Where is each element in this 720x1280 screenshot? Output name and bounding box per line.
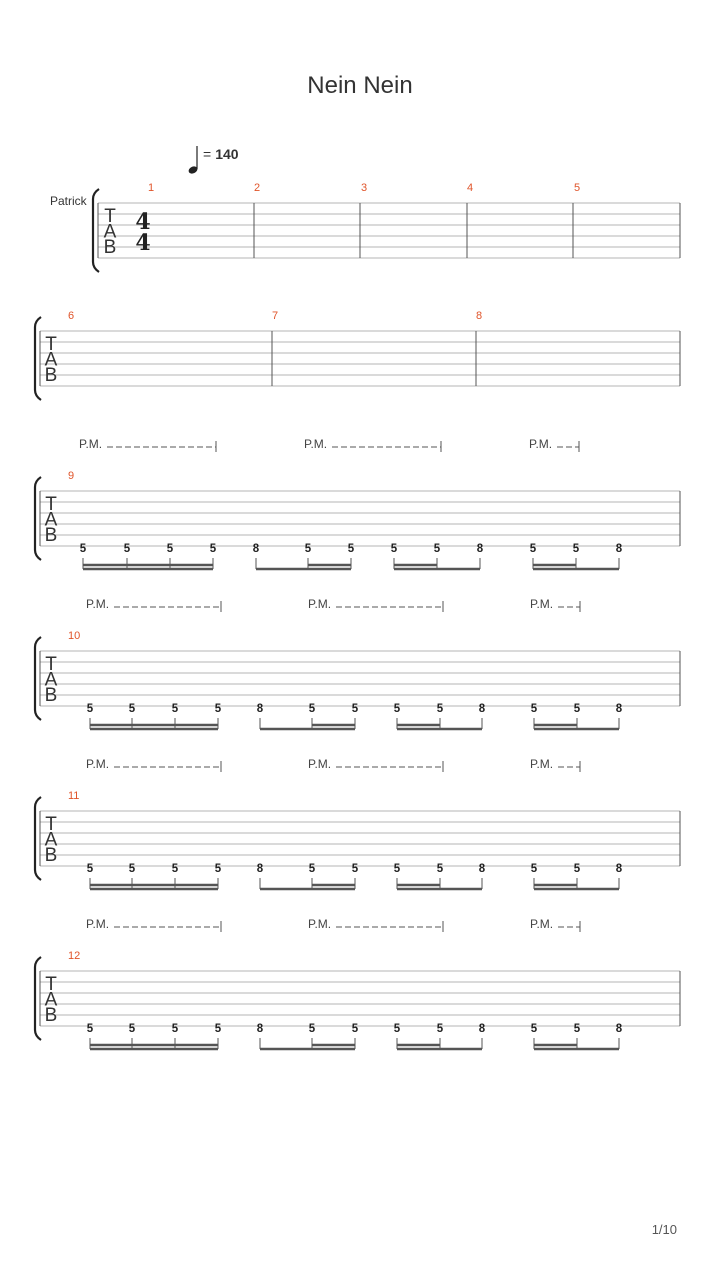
tab-note: 5 <box>214 1023 222 1036</box>
tab-note: 5 <box>351 863 359 876</box>
tab-note: 5 <box>86 703 94 716</box>
tab-note: 5 <box>436 863 444 876</box>
tab-clef-letter: T <box>104 206 116 227</box>
tab-note: 8 <box>252 543 260 556</box>
tab-note: 8 <box>256 1023 264 1036</box>
tab-note: 5 <box>436 1023 444 1036</box>
tab-note: 5 <box>393 863 401 876</box>
tab-note: 8 <box>256 863 264 876</box>
palm-mute-label: P.M. <box>529 437 553 451</box>
tab-note: 8 <box>478 863 486 876</box>
tab-clef-letter: A <box>44 989 58 1011</box>
tab-note: 5 <box>530 703 538 716</box>
tab-clef-letter: T <box>45 654 57 675</box>
tab-note: 8 <box>476 543 484 556</box>
tempo-bpm: 140 <box>215 146 239 162</box>
bar-number: 9 <box>68 470 75 482</box>
tab-note: 5 <box>86 863 94 876</box>
palm-mute-label: P.M. <box>86 917 110 931</box>
tab-note: 5 <box>347 543 355 556</box>
tab-note: 5 <box>128 703 136 716</box>
tab-note: 5 <box>308 863 316 876</box>
instrument-name: Patrick <box>50 194 87 208</box>
tab-note: 5 <box>573 1023 581 1036</box>
tab-note: 5 <box>214 703 222 716</box>
tab-note: 8 <box>615 543 623 556</box>
tab-clef-letter: B <box>44 845 58 866</box>
bar-number: 12 <box>68 950 81 962</box>
bar-number: 10 <box>68 630 81 642</box>
tab-clef-letter: T <box>45 974 57 995</box>
tab-note: 8 <box>478 703 486 716</box>
bar-number: 4 <box>467 182 474 194</box>
tab-note: 5 <box>530 863 538 876</box>
tab-clef-letter: T <box>45 814 57 835</box>
tempo-equals: = <box>203 146 212 162</box>
tab-note: 5 <box>171 863 179 876</box>
tab-note: 5 <box>304 543 312 556</box>
tab-clef-letter: A <box>44 509 58 531</box>
tab-note: 5 <box>128 863 136 876</box>
tab-clef-letter: A <box>44 349 58 371</box>
palm-mute-label: P.M. <box>530 917 554 931</box>
bar-number: 5 <box>574 182 581 194</box>
palm-mute-label: P.M. <box>530 757 554 771</box>
palm-mute-label: P.M. <box>86 757 110 771</box>
tab-note: 5 <box>572 543 580 556</box>
tab-note: 5 <box>128 1023 136 1036</box>
tab-clef-letter: B <box>44 365 58 386</box>
tab-clef-letter: B <box>44 525 58 546</box>
tab-note: 5 <box>530 1023 538 1036</box>
tab-clef-letter: B <box>44 685 58 706</box>
time-signature-top: 4 <box>135 209 151 235</box>
palm-mute-label: P.M. <box>308 597 332 611</box>
page-number: 1/10 <box>651 1222 677 1237</box>
bar-number: 6 <box>68 310 75 322</box>
song-title: Nein Nein <box>307 72 413 99</box>
palm-mute-label: P.M. <box>308 917 332 931</box>
tab-clef-letter: B <box>103 237 117 258</box>
palm-mute-label: P.M. <box>304 437 328 451</box>
tab-note: 5 <box>351 1023 359 1036</box>
tab-note: 5 <box>123 543 131 556</box>
tab-note: 5 <box>171 1023 179 1036</box>
tab-note: 5 <box>573 863 581 876</box>
tab-clef-letter: A <box>44 829 58 851</box>
tab-note: 8 <box>615 863 623 876</box>
bar-number: 1 <box>148 182 155 194</box>
tab-note: 5 <box>308 703 316 716</box>
tab-note: 5 <box>209 543 217 556</box>
palm-mute-label: P.M. <box>79 437 103 451</box>
time-signature-bottom: 4 <box>135 230 151 256</box>
tab-note: 8 <box>615 703 623 716</box>
tab-note: 5 <box>433 543 441 556</box>
bar-number: 2 <box>254 182 261 194</box>
tab-note: 5 <box>171 703 179 716</box>
palm-mute-label: P.M. <box>530 597 554 611</box>
tab-note: 5 <box>214 863 222 876</box>
tab-clef-letter: T <box>45 494 57 515</box>
palm-mute-label: P.M. <box>308 757 332 771</box>
tab-note: 5 <box>436 703 444 716</box>
tab-note: 8 <box>615 1023 623 1036</box>
tab-note: 8 <box>256 703 264 716</box>
bar-number: 7 <box>272 310 279 322</box>
tab-note: 5 <box>529 543 537 556</box>
tab-note: 5 <box>166 543 174 556</box>
bar-number: 3 <box>361 182 368 194</box>
tab-note: 5 <box>393 1023 401 1036</box>
bar-number: 11 <box>68 790 80 802</box>
tab-clef-letter: A <box>44 669 58 691</box>
tab-note: 5 <box>393 703 401 716</box>
tab-note: 5 <box>390 543 398 556</box>
tab-clef-letter: A <box>103 221 117 243</box>
tab-note: 8 <box>478 1023 486 1036</box>
tab-note: 5 <box>308 1023 316 1036</box>
tab-note: 5 <box>79 543 87 556</box>
tab-clef-letter: T <box>45 334 57 355</box>
tab-note: 5 <box>86 1023 94 1036</box>
tab-note: 5 <box>351 703 359 716</box>
palm-mute-label: P.M. <box>86 597 110 611</box>
tab-clef-letter: B <box>44 1005 58 1026</box>
tab-note: 5 <box>573 703 581 716</box>
bar-number: 8 <box>476 310 483 322</box>
